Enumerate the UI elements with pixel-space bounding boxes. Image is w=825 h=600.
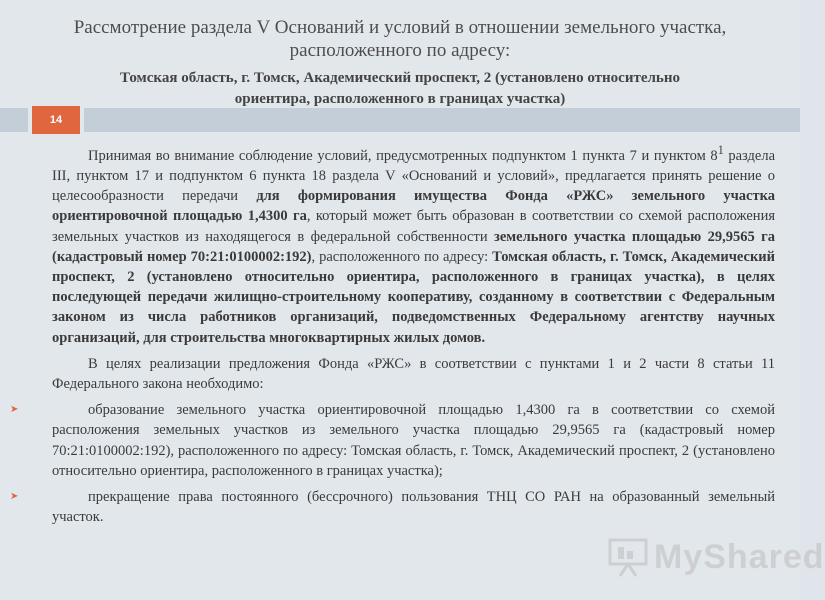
list-item <box>10 400 775 481</box>
title-subtitle <box>40 68 760 110</box>
p1-bold-2: земельного участка площадью 29,9565 га (кадастровый номер 70:21:0100002:192) <box>52 228 775 265</box>
p1-bold-1: для формирования имущества Фонда «РЖС» земельного участка ориентировочной площадью 1,4300 га <box>52 188 775 225</box>
watermark-presentation-icon <box>606 534 652 580</box>
slide-body <box>10 140 776 533</box>
subtitle-line-1: Томская область, г. Томск, Академический проспект, 2 (установлено относительно <box>120 70 680 86</box>
bullet-text: прекращение права постоянного (бессрочного) пользования ТНЦ СО РАН на образованный земельный участок. <box>52 489 775 526</box>
title-main <box>40 16 760 62</box>
p1-bold-3: Томская область, г. Томск, Академический проспект, 2 (установлено относительно ориентира, расположенного в границах участка), в целях последующей передачи жилищно-строительному кооперативу, созданному в соответствии с Федеральным законом из числа работников организаций, подведомственных Федеральному агентству научных организаций, для строительства многоквартирных жилых домов. <box>52 248 776 346</box>
page-number-badge: 14 <box>32 106 80 134</box>
subtitle-line-2: ориентира, расположенного в границах участка) <box>234 91 566 107</box>
title-line-1: Рассмотрение раздела V Оснований и условий в отношении земельного участка, <box>73 17 727 38</box>
slide-title <box>40 16 760 110</box>
arrow-bullet-icon: ➤ <box>10 404 19 416</box>
p1-text-2: раздела III, пунктом 17 и подпунктом 6 пункта 18 раздела V «Оснований и условий», предлагается принять решение о целесообразности передачи <box>52 147 775 205</box>
p1-text-1: Принимая во внимание соблюдение условий, предусмотренных подпунктом 1 пункта 7 и пунктом 8 <box>88 147 718 164</box>
list-item <box>10 487 775 527</box>
divider-bar-left <box>0 108 28 132</box>
bullet-text: образование земельного участка ориентировочной площадью 1,4300 га в соответствии со схемой расположения земельных участков из земельного участка площадью 29,9565 га (кадастровый номер 70:21:0100002:192), расположенного по адресу: Томская область, г. Томск, Академический проспект, 2 (установлено относительно ориентира, расположенного в границах участка); <box>52 402 775 479</box>
arrow-bullet-icon: ➤ <box>10 491 19 503</box>
paragraph-requirements: В целях реализации предложения Фонда «РЖС» в соответствии с пунктами 1 и 2 части 8 статьи 11 Федерального закона необходимо: <box>52 355 775 393</box>
watermark-logo <box>606 534 825 594</box>
paragraph-proposal <box>52 140 775 348</box>
p1-superscript: 1 <box>717 143 724 157</box>
divider-bar-right <box>84 108 800 132</box>
p1-text-4: , расположенного по адресу: <box>311 248 493 265</box>
p1-text-3: , который может быть образован в соответствии со схемой расположения земельных участков из находящегося в федеральной собственности <box>52 208 775 245</box>
watermark-text: MyShared <box>654 538 825 576</box>
title-line-2: расположенного по адресу: <box>289 40 511 61</box>
